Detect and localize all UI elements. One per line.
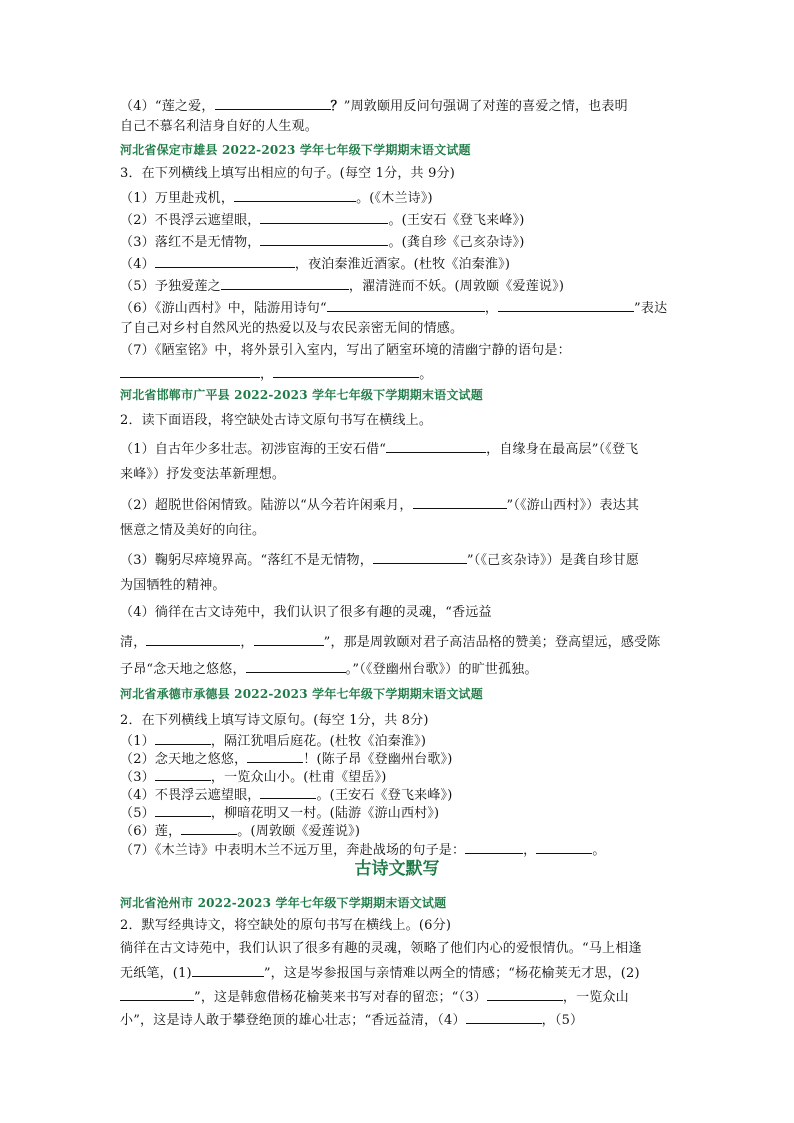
answer-blank[interactable] <box>260 210 388 224</box>
question-item <box>120 659 676 679</box>
question-item <box>120 232 676 252</box>
text-segment: （6）《游山西村》中，陆游用诗句“ <box>120 301 327 316</box>
question-item <box>120 803 676 823</box>
text-segment: ，柳暗花明又一村。(陆游《游山西村》) <box>210 806 440 821</box>
question-item <box>120 1010 676 1030</box>
answer-blank[interactable] <box>465 840 523 854</box>
answer-blank[interactable] <box>215 96 331 110</box>
text-segment: 。(龚自珍《己亥杂诗》) <box>388 235 525 250</box>
text-segment: ，一览众山小。(杜甫《望岳》) <box>210 770 387 785</box>
text-segment: 无纸笔，(1) <box>120 966 192 981</box>
question-item <box>120 188 676 208</box>
answer-blank[interactable] <box>273 364 419 378</box>
text-segment: ”（《游山西村》）表达其 <box>506 498 640 513</box>
question-item: 来峰》）抒发变法革新理想。 <box>120 467 286 482</box>
answer-blank[interactable] <box>487 987 563 1001</box>
text-segment: （3） <box>120 770 155 785</box>
text-segment: ，（5） <box>541 1013 584 1028</box>
text-segment: ，自缘身在最高层”（《登飞 <box>486 442 639 457</box>
question-item <box>120 254 676 274</box>
question-item <box>120 767 676 787</box>
prev-question-line <box>120 96 676 116</box>
text-segment: （2）超脱世俗闲情致。陆游以“从今若许闲乘月， <box>120 498 413 513</box>
answer-blank[interactable] <box>247 749 303 763</box>
question-item <box>120 298 676 318</box>
answer-blank[interactable] <box>498 298 634 312</box>
answer-blank[interactable] <box>234 188 356 202</box>
text-segment: 。”（《登幽州台歌》）的旷世孤独。 <box>345 662 538 677</box>
question-item <box>120 550 676 570</box>
text-segment: （3）鞠躬尽瘁境界高。“落红不是无情物， <box>120 553 373 568</box>
question-title: 2．默写经典诗文，将空缺处的原句书写在横线上。(6分) <box>120 918 452 933</box>
text-segment: 清， <box>120 635 147 650</box>
question-item <box>120 785 676 805</box>
answer-blank[interactable] <box>260 232 388 246</box>
answer-blank[interactable] <box>146 632 240 646</box>
text-segment: ，濯清涟而不妖。(周敦颐《爱莲说》) <box>348 279 565 294</box>
answer-blank[interactable] <box>536 840 592 854</box>
text-segment: （4）“莲之爱， <box>120 99 215 114</box>
question-item <box>120 731 676 751</box>
text-segment: （4）不畏浮云遮望眼， <box>120 788 261 803</box>
text-segment: ”（《己亥杂诗》）是龚自珍甘愿 <box>466 553 640 568</box>
text-segment: 。(王安石《登飞来峰》) <box>388 213 525 228</box>
source-heading: 河北省承德市承德县 2022-2023 学年七年级下学期期末语文试题 <box>120 687 483 701</box>
source-heading: 河北省邯郸市广平县 2022-2023 学年七年级下学期期末语文试题 <box>120 388 483 402</box>
text-segment: 子昂“念天地之悠悠， <box>120 662 246 677</box>
answer-blank[interactable] <box>373 550 467 564</box>
text-segment: ？ <box>330 99 344 114</box>
source-heading: 河北省保定市雄县 2022-2023 学年七年级下学期期末语文试题 <box>120 143 471 157</box>
question-item: 了自己对乡村自然风光的热爱以及与农民亲密无间的情感。 <box>120 321 464 336</box>
answer-blank[interactable] <box>155 254 295 268</box>
text-segment: ，夜泊秦淮近酒家。(杜牧《泊秦淮》) <box>294 257 511 272</box>
answer-blank[interactable] <box>181 821 237 835</box>
question-item <box>120 364 676 384</box>
text-segment: （1）万里赴戎机， <box>120 191 235 206</box>
text-segment: ， <box>240 635 254 650</box>
text-segment: 小”，这是诗人敢于攀登绝顶的雄心壮志；“香远益清，（4） <box>120 1013 466 1028</box>
text-segment: ， <box>260 367 274 382</box>
answer-blank[interactable] <box>254 632 324 646</box>
answer-blank[interactable] <box>413 495 507 509</box>
text-segment: （5） <box>120 806 155 821</box>
text-segment: （5）予独爱莲之 <box>120 279 221 294</box>
text-segment: ”，那是周敦颐对君子高洁品格的赞美；登高望远，感受陈 <box>323 635 661 650</box>
text-segment: ！(陈子昂《登幽州台歌》) <box>303 752 453 767</box>
question-item <box>120 840 676 860</box>
text-segment: （1） <box>120 734 155 749</box>
answer-blank[interactable] <box>246 659 346 673</box>
section-title: 古诗文默写 <box>354 859 440 879</box>
text-segment: 。(周敦颐《爱莲说》) <box>237 824 361 839</box>
text-segment: （4） <box>120 257 155 272</box>
question-item <box>120 821 676 841</box>
text-segment: （2）念天地之悠悠， <box>120 752 248 767</box>
answer-blank[interactable] <box>260 785 316 799</box>
text-segment: ， <box>523 843 537 858</box>
text-segment: ，隔江犹唱后庭花。(杜牧《泊秦淮》) <box>210 734 427 749</box>
text-segment: ”，这是韩愈借杨花榆荚来书写对春的留恋；“（3） <box>194 990 487 1005</box>
question-item: 惬意之情及美好的向往。 <box>120 523 266 538</box>
text-segment: （3）落红不是无情物， <box>120 235 261 250</box>
answer-blank[interactable] <box>155 767 211 781</box>
answer-blank[interactable] <box>120 987 194 1001</box>
answer-blank[interactable] <box>386 439 486 453</box>
text-segment: 。 <box>419 367 433 382</box>
answer-blank[interactable] <box>221 276 349 290</box>
question-title: 3．在下列横线上填写出相应的句子。(每空 1分，共 9分) <box>120 166 456 181</box>
text-segment: ， <box>484 301 499 316</box>
text-segment: （1）自古年少多壮志。初涉宦海的王安石借“ <box>120 442 387 457</box>
prev-question-line: 自己不慕名利洁身自好的人生观。 <box>120 119 319 134</box>
question-item: 徜徉在古文诗苑中，我们认识了很多有趣的灵魂，领略了他们内心的爱恨情仇。“马上相逢 <box>120 941 642 956</box>
question-item <box>120 210 676 230</box>
question-item <box>120 439 676 459</box>
text-segment: 。 <box>592 843 606 858</box>
text-segment: （6）莲， <box>120 824 182 839</box>
text-segment: ，一览众山 <box>562 990 629 1005</box>
text-segment: ”，这是岑参报国与亲情难以两全的情感；“杨花榆荚无才思，(2) <box>263 966 640 981</box>
question-item <box>120 276 676 296</box>
answer-blank[interactable] <box>192 963 264 977</box>
question-item <box>120 749 676 769</box>
text-segment: ”周敦颐用反问句强调了对莲的喜爱之情，也表明 <box>343 99 628 114</box>
answer-blank[interactable] <box>466 1010 542 1024</box>
text-segment: 。(《木兰诗》) <box>356 191 433 206</box>
answer-blank[interactable] <box>155 731 211 745</box>
text-segment: （7）《木兰诗》中表明木兰不远万里，奔赴战场的句子是： <box>120 843 466 858</box>
answer-blank[interactable] <box>155 803 211 817</box>
question-item <box>120 632 676 652</box>
source-heading: 河北省沧州市 2022-2023 学年七年级下学期期末语文试题 <box>120 896 447 910</box>
question-item <box>120 495 676 515</box>
answer-blank[interactable] <box>327 298 485 312</box>
text-segment: ”表达 <box>634 301 668 316</box>
question-item <box>120 987 676 1007</box>
text-segment: 。(王安石《登飞来峰》) <box>316 788 453 803</box>
question-item <box>120 963 676 983</box>
question-item: 为国牺牲的精神。 <box>120 578 226 593</box>
text-segment: （2）不畏浮云遮望眼， <box>120 213 261 228</box>
question-item: （7）《陋室铭》中，将外景引入室内，写出了陋室环境的清幽宁静的语句是： <box>120 343 571 358</box>
question-title: 2．在下列横线上填写诗文原句。(每空 1分，共 8分) <box>120 713 429 728</box>
question-title: 2．读下面语段，将空缺处古诗文原句书写在横线上。 <box>120 413 433 428</box>
question-item: （4）徜徉在古文诗苑中，我们认识了很多有趣的灵魂，“香远益 <box>120 605 492 620</box>
answer-blank[interactable] <box>120 364 260 378</box>
